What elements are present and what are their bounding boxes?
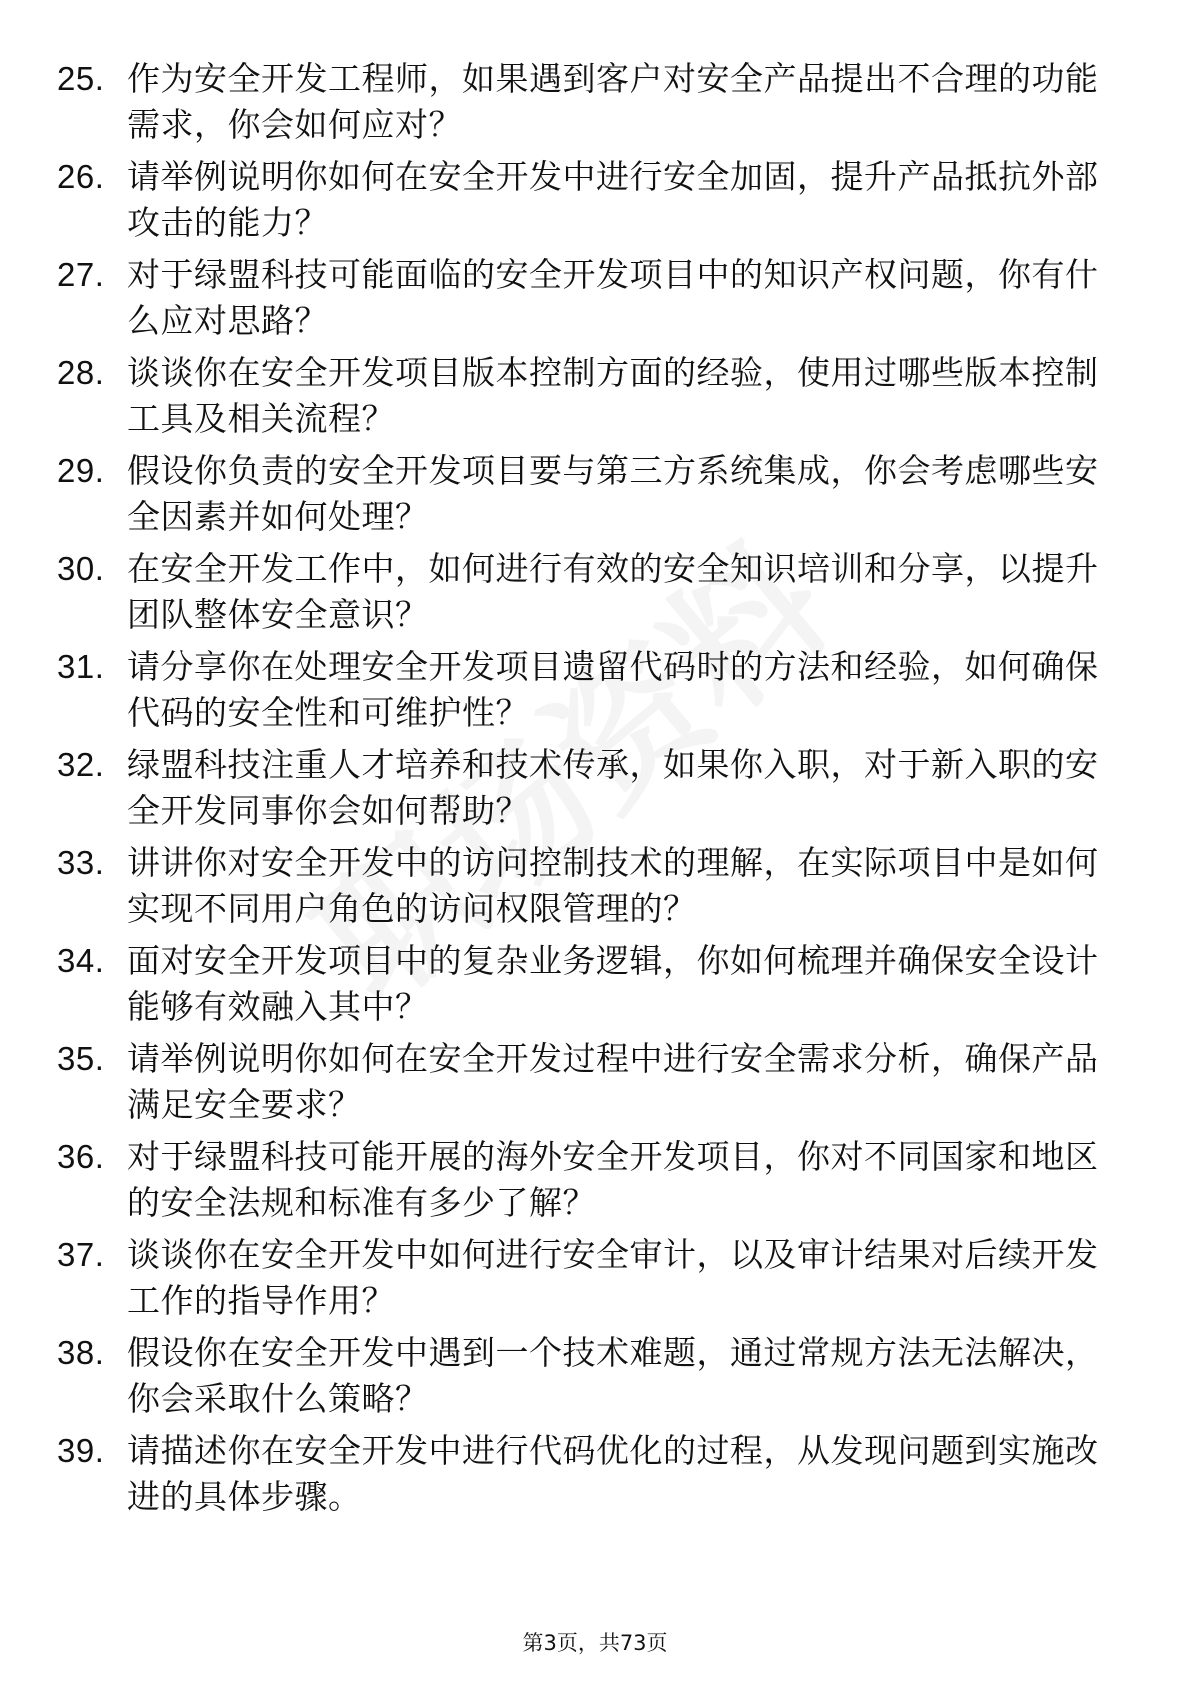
question-text: 谈谈你在安全开发中如何进行安全审计，以及审计结果对后续开发工作的指导作用？: [127, 1235, 1099, 1320]
question-number: 27.: [57, 256, 105, 293]
question-number: 35.: [57, 1040, 105, 1077]
question-text: 作为安全开发工程师，如果遇到客户对安全产品提出不合理的功能需求，你会如何应对？: [127, 59, 1099, 144]
question-item: [57, 742, 1117, 840]
question-text: 对于绿盟科技可能开展的海外安全开发项目，你对不同国家和地区的安全法规和标准有多少了解？: [127, 1137, 1099, 1222]
question-text: 谈谈你在安全开发项目版本控制方面的经验，使用过哪些版本控制工具及相关流程？: [127, 353, 1099, 438]
question-item: [57, 1134, 1117, 1232]
question-item: [57, 154, 1117, 252]
question-number: 31.: [57, 648, 105, 685]
question-number: 33.: [57, 844, 105, 881]
question-text: 假设你负责的安全开发项目要与第三方系统集成，你会考虑哪些安全因素并如何处理？: [127, 451, 1099, 536]
question-item: [57, 56, 1117, 154]
question-number: 36.: [57, 1138, 105, 1175]
question-item: [57, 448, 1117, 546]
question-number: 34.: [57, 942, 105, 979]
question-number: 32.: [57, 746, 105, 783]
question-text: 请描述你在安全开发中进行代码优化的过程，从发现问题到实施改进的具体步骤。: [127, 1431, 1099, 1516]
question-item: [57, 1036, 1117, 1134]
question-number: 28.: [57, 354, 105, 391]
question-number: 25.: [57, 60, 105, 97]
question-item: [57, 546, 1117, 644]
question-number: 39.: [57, 1432, 105, 1469]
question-text: 请分享你在处理安全开发项目遗留代码时的方法和经验，如何确保代码的安全性和可维护性？: [127, 647, 1099, 732]
question-number: 29.: [57, 452, 105, 489]
question-item: [57, 252, 1117, 350]
question-number: 38.: [57, 1334, 105, 1371]
question-number: 37.: [57, 1236, 105, 1273]
question-item: [57, 1232, 1117, 1330]
question-item: [57, 840, 1117, 938]
question-text: 假设你在安全开发中遇到一个技术难题，通过常规方法无法解决，你会采取什么策略？: [127, 1333, 1099, 1418]
question-text: 面对安全开发项目中的复杂业务逻辑，你如何梳理并确保安全设计能够有效融入其中？: [127, 941, 1099, 1026]
question-item: [57, 1330, 1117, 1428]
question-item: [57, 938, 1117, 1036]
question-number: 30.: [57, 550, 105, 587]
question-list: [57, 56, 1117, 1526]
question-item: [57, 644, 1117, 742]
question-text: 讲讲你对安全开发中的访问控制技术的理解，在实际项目中是如何实现不同用户角色的访问权限管理的？: [127, 843, 1099, 928]
question-text: 在安全开发工作中，如何进行有效的安全知识培训和分享，以提升团队整体安全意识？: [127, 549, 1099, 634]
question-item: [57, 350, 1117, 448]
question-number: 26.: [57, 158, 105, 195]
question-text: 请举例说明你如何在安全开发中进行安全加固，提升产品抵抗外部攻击的能力？: [127, 157, 1099, 242]
question-text: 绿盟科技注重人才培养和技术传承，如果你入职，对于新入职的安全开发同事你会如何帮助？: [127, 745, 1099, 830]
page-footer: 第3页，共73页: [522, 1631, 668, 1655]
question-item: [57, 1428, 1117, 1526]
question-text: 对于绿盟科技可能面临的安全开发项目中的知识产权问题，你有什么应对思路？: [127, 255, 1099, 340]
question-text: 请举例说明你如何在安全开发过程中进行安全需求分析，确保产品满足安全要求？: [127, 1039, 1099, 1124]
